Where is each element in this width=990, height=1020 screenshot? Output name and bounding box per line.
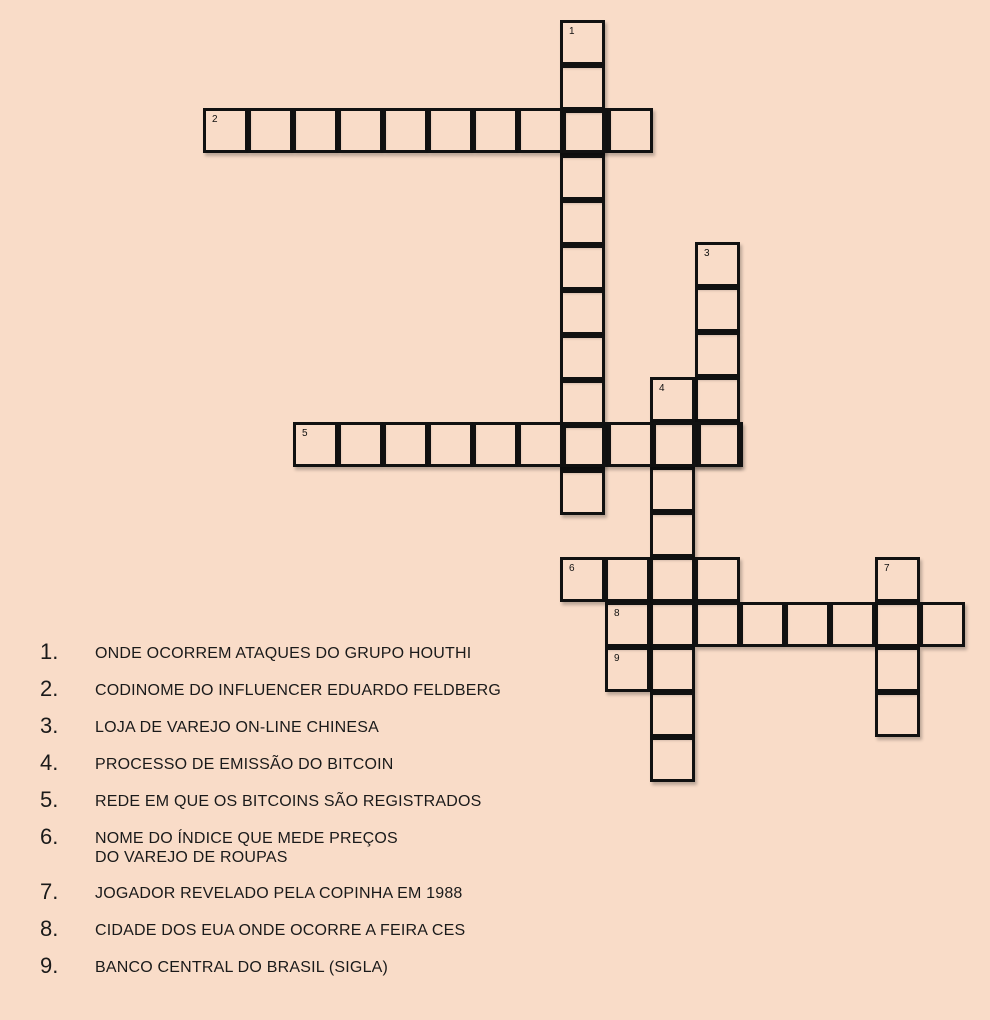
crossword-cell[interactable] bbox=[560, 557, 605, 602]
crossword-cell[interactable] bbox=[518, 108, 563, 153]
crossword-cell[interactable] bbox=[560, 470, 605, 515]
clue-number: 9. bbox=[40, 953, 59, 978]
clue-number: 4. bbox=[40, 750, 59, 775]
crossword-cell[interactable] bbox=[650, 512, 695, 557]
crossword-cell[interactable] bbox=[920, 602, 965, 647]
cell-number: 8 bbox=[614, 608, 620, 619]
crossword-cell[interactable] bbox=[608, 422, 653, 467]
clue-text: LOJA DE VAREJO ON-LINE CHINESA bbox=[95, 719, 379, 736]
crossword-cell[interactable] bbox=[560, 200, 605, 245]
crossword-cell[interactable] bbox=[248, 108, 293, 153]
crossword-cell[interactable] bbox=[830, 602, 875, 647]
crossword-cell[interactable] bbox=[560, 155, 605, 200]
crossword-cell[interactable] bbox=[875, 557, 920, 602]
crossword-cell[interactable] bbox=[695, 242, 740, 287]
crossword-cell[interactable] bbox=[653, 422, 698, 467]
crossword-cell[interactable] bbox=[650, 377, 695, 422]
crossword-cell[interactable] bbox=[338, 422, 383, 467]
clue-text: PROCESSO DE EMISSÃO DO BITCOIN bbox=[95, 756, 394, 773]
crossword-cell[interactable] bbox=[650, 647, 695, 692]
clue-item bbox=[40, 677, 580, 701]
crossword-cell[interactable] bbox=[650, 467, 695, 512]
clue-item bbox=[40, 714, 580, 738]
crossword-cell[interactable] bbox=[695, 557, 740, 602]
clue-text: NOME DO ÍNDICE QUE MEDE PREÇOS DO VAREJO DE ROUPAS bbox=[95, 830, 398, 866]
crossword-cell[interactable] bbox=[293, 422, 338, 467]
crossword-cell[interactable] bbox=[740, 602, 785, 647]
crossword-cell[interactable] bbox=[560, 335, 605, 380]
crossword-cell[interactable] bbox=[203, 108, 248, 153]
crossword-cell[interactable] bbox=[473, 108, 518, 153]
clue-text: ONDE OCORREM ATAQUES DO GRUPO HOUTHI bbox=[95, 645, 472, 662]
crossword-cell[interactable] bbox=[650, 692, 695, 737]
clue-list bbox=[40, 640, 580, 991]
clue-item bbox=[40, 788, 580, 812]
crossword-cell[interactable] bbox=[428, 108, 473, 153]
clue-text: CIDADE DOS EUA ONDE OCORRE A FEIRA CES bbox=[95, 922, 466, 939]
crossword-cell[interactable] bbox=[473, 422, 518, 467]
clue-text: CODINOME DO INFLUENCER EDUARDO FELDBERG bbox=[95, 682, 502, 699]
cell-number: 9 bbox=[614, 653, 620, 664]
crossword-cell[interactable] bbox=[785, 602, 830, 647]
crossword-cell[interactable] bbox=[605, 557, 650, 602]
clue-number: 7. bbox=[40, 879, 59, 904]
crossword-cell[interactable] bbox=[383, 108, 428, 153]
crossword-cell[interactable] bbox=[875, 602, 920, 647]
clue-number: 5. bbox=[40, 787, 59, 812]
clue-number: 1. bbox=[40, 639, 59, 664]
crossword-cell[interactable] bbox=[560, 290, 605, 335]
clue-item bbox=[40, 640, 580, 664]
crossword-cell[interactable] bbox=[605, 602, 650, 647]
clue-item bbox=[40, 954, 580, 978]
clue-item bbox=[40, 825, 580, 867]
crossword-cell[interactable] bbox=[695, 287, 740, 332]
crossword-cell[interactable] bbox=[695, 332, 740, 377]
crossword-cell[interactable] bbox=[695, 602, 740, 647]
crossword-cell[interactable] bbox=[560, 65, 605, 110]
crossword-cell[interactable] bbox=[383, 422, 428, 467]
crossword-cell[interactable] bbox=[695, 377, 740, 422]
clue-item bbox=[40, 880, 580, 904]
clue-number: 8. bbox=[40, 916, 59, 941]
crossword-cell[interactable] bbox=[605, 647, 650, 692]
cell-number: 5 bbox=[302, 428, 308, 439]
cell-number: 7 bbox=[884, 563, 890, 574]
crossword-cell[interactable] bbox=[875, 647, 920, 692]
crossword-cell[interactable] bbox=[293, 108, 338, 153]
crossword-cell[interactable] bbox=[560, 20, 605, 65]
crossword-cell[interactable] bbox=[875, 692, 920, 737]
crossword-cell[interactable] bbox=[338, 108, 383, 153]
cell-number: 2 bbox=[212, 114, 218, 125]
clue-number: 2. bbox=[40, 676, 59, 701]
cell-number: 4 bbox=[659, 383, 665, 394]
crossword-cell[interactable] bbox=[608, 108, 653, 153]
crossword-cell[interactable] bbox=[650, 737, 695, 782]
crossword-cell[interactable] bbox=[563, 108, 608, 153]
crossword-cell[interactable] bbox=[650, 602, 695, 647]
clue-number: 3. bbox=[40, 713, 59, 738]
crossword-cell[interactable] bbox=[518, 422, 563, 467]
cell-number: 3 bbox=[704, 248, 710, 259]
crossword-cell[interactable] bbox=[560, 380, 605, 425]
crossword-cell[interactable] bbox=[560, 245, 605, 290]
cell-number: 6 bbox=[569, 563, 575, 574]
crossword-cell[interactable] bbox=[698, 422, 743, 467]
clue-item bbox=[40, 917, 580, 941]
clue-text: BANCO CENTRAL DO BRASIL (SIGLA) bbox=[95, 959, 389, 976]
clue-item bbox=[40, 751, 580, 775]
crossword-cell[interactable] bbox=[428, 422, 473, 467]
clue-text: REDE EM QUE OS BITCOINS SÃO REGISTRADOS bbox=[95, 793, 482, 810]
crossword-cell[interactable] bbox=[650, 557, 695, 602]
clue-number: 6. bbox=[40, 824, 59, 849]
clue-text: JOGADOR REVELADO PELA COPINHA EM 1988 bbox=[95, 885, 463, 902]
crossword-cell[interactable] bbox=[563, 422, 608, 467]
cell-number: 1 bbox=[569, 26, 575, 37]
